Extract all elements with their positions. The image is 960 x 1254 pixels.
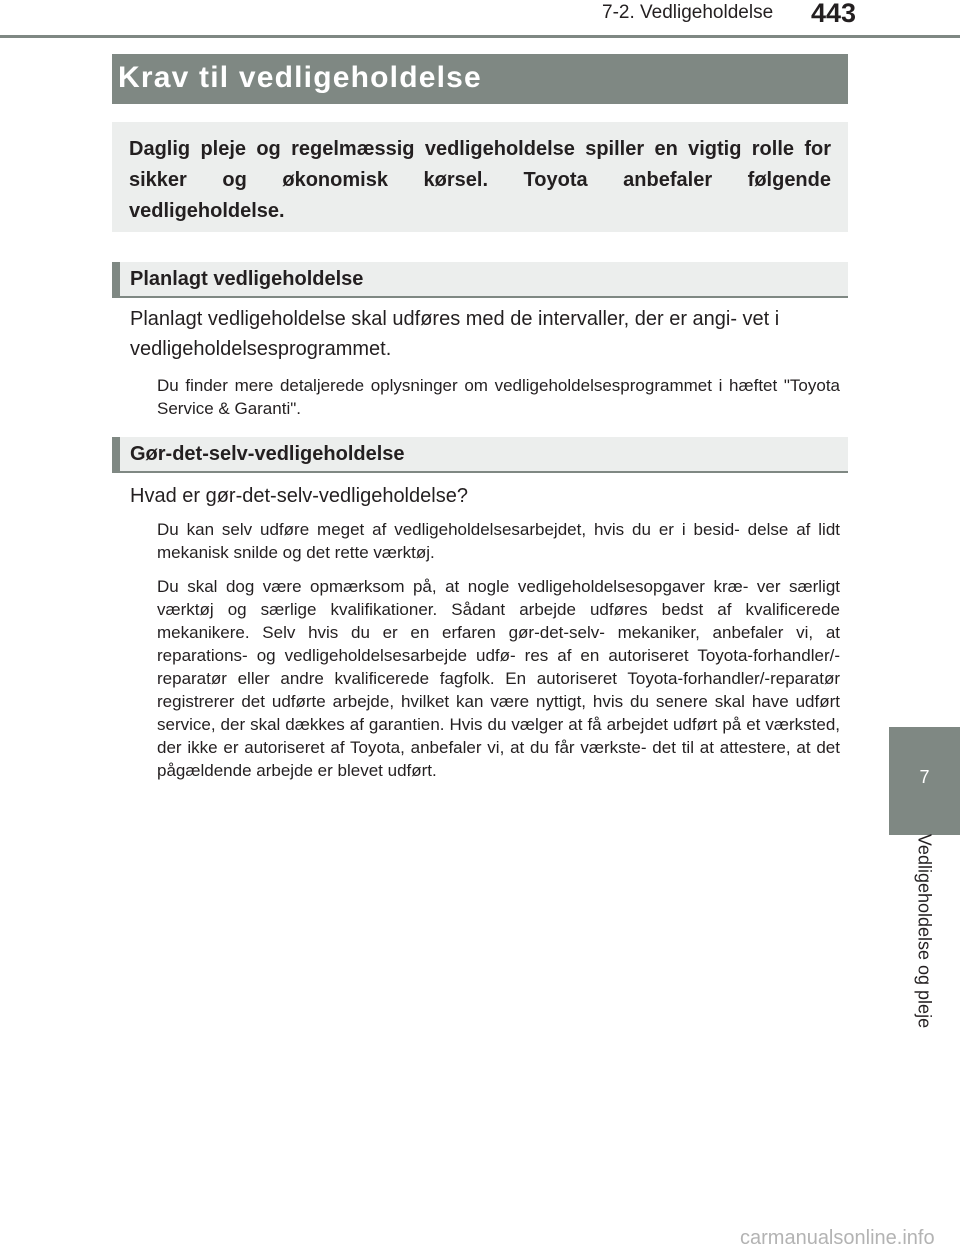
- main-title-bar: [112, 54, 848, 104]
- section-heading-diy: [112, 437, 848, 473]
- chapter-tab: [889, 727, 960, 835]
- heading-accent: [112, 437, 120, 471]
- intro-text: Daglig pleje og regelmæssig vedligeholdelse spiller en vigtig rolle for sikker og økonomisk kørsel. Toyota anbefaler følgende vedligeholdelse.: [129, 138, 831, 222]
- chapter-number: 7: [919, 767, 930, 787]
- section-paragraph: Du kan selv udføre meget af vedligeholdelsesarbejdet, hvis du er i besid- delse af lidt mekanisk snilde og det rette værktøj.: [157, 520, 840, 562]
- section-heading-scheduled: [112, 262, 848, 298]
- section-heading-label: Planlagt vedligeholdelse: [130, 268, 364, 290]
- watermark-text: carmanualsonline.info: [740, 1227, 935, 1249]
- header-section-title: 7-2. Vedligeholdelse: [602, 2, 774, 23]
- header-divider: [0, 35, 960, 38]
- section-heading-label: Gør-det-selv-vedligeholdelse: [130, 443, 405, 465]
- section-paragraph: Du skal dog være opmærksom på, at nogle vedligeholdelsesopgaver kræ- ver særligt værktøj og særlige kvalifikationer. Sådant arbejde udføres bedst af kvalificerede mekanikere. Selv hvis du er en erfaren gør-det-selv- mekaniker, anbefaler vi, at reparations- og vedligeholdelsesarbejde udfø- res af en autoriseret Toyota-forhandler/-reparatør eller andre kvalificerede fagfolk. En autoriseret Toyota-forhandler/-reparatør registrerer det udførte arbejde, hvilket kan være nyttigt, hvis du senere skal have udført service, der skal dækkes af garantien. Hvis du vælger at få arbejdet udført på et værksted, der ikke er autoriseret af Toyota, anbefaler vi, at du får værkste- det til at attestere, at det pågældende arbejde er blevet udført.: [157, 577, 840, 780]
- page-number: 443: [811, 0, 857, 28]
- intro-box: [112, 122, 848, 232]
- section-lead-diy: Hvad er gør-det-selv-vedligeholdelse?: [130, 485, 468, 507]
- heading-accent: [112, 262, 120, 296]
- section-paragraph: Du finder mere detaljerede oplysninger om vedligeholdelsesprogrammet i hæftet "Toyota Service & Garanti".: [157, 376, 840, 418]
- page-title: Krav til vedligeholdelse: [118, 61, 482, 94]
- chapter-title-vertical: Vedligeholdelse og pleje: [914, 833, 935, 1029]
- section-lead-scheduled: Planlagt vedligeholdelse skal udføres med de intervaller, der er angi- vet i vedligeholdelsesprogrammet.: [130, 308, 780, 360]
